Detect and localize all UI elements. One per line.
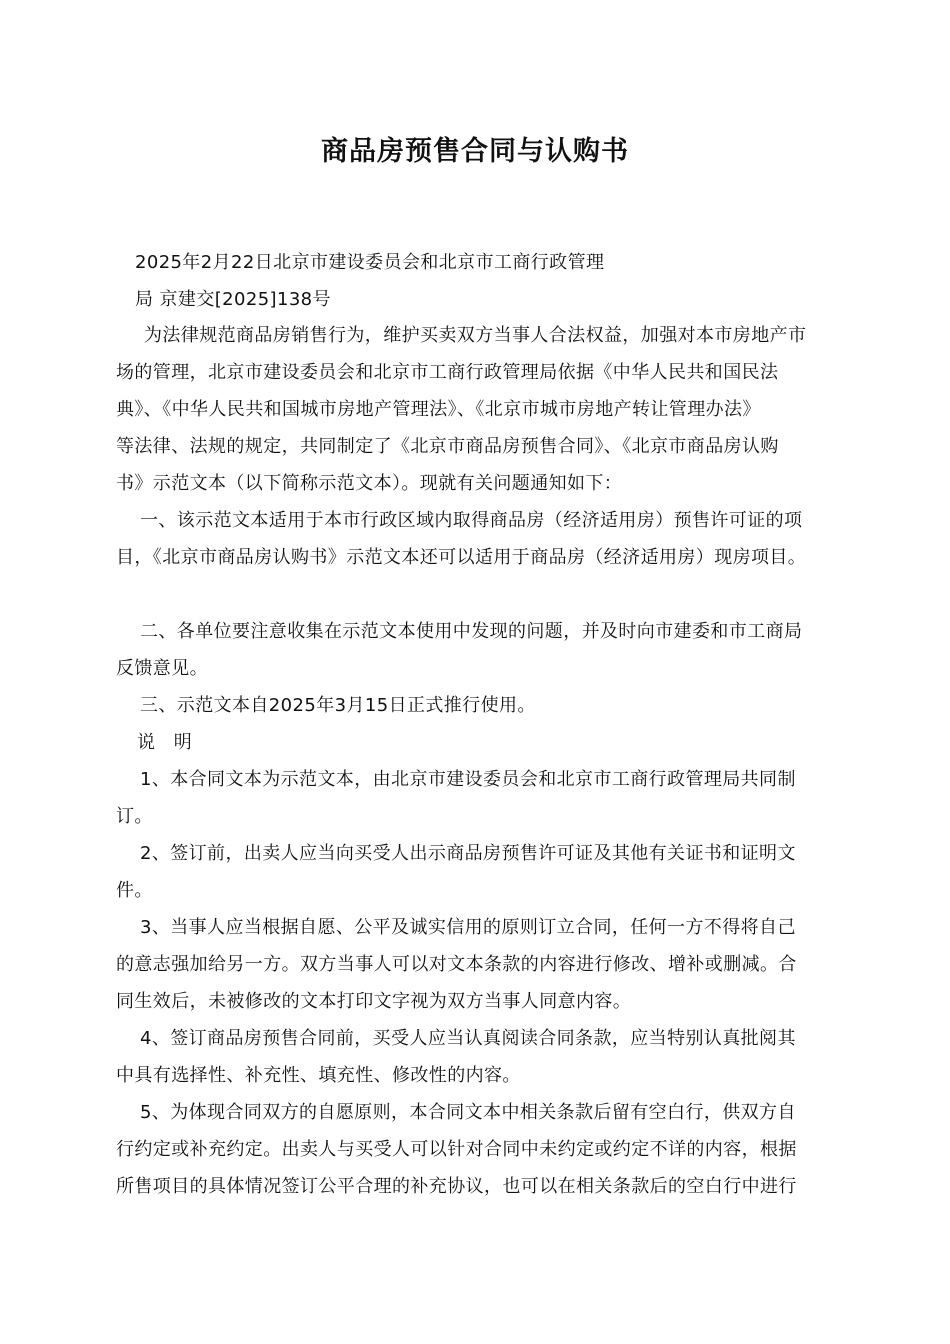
note-two-line-1: 2、签订前，出卖人应当向买受人出示商品房预售许可证及其他有关证书和证明文 — [140, 843, 796, 864]
paragraph-preamble-line-4: 等法律、法规的规定，共同制定了《北京市商品房预售合同》、《北京市商品房认购 — [116, 436, 779, 457]
note-three-line-3: 同生效后，未被修改的文本打印文字视为双方当事人同意内容。 — [116, 991, 632, 1012]
explanation-heading: 说 明 — [137, 732, 193, 753]
document-title: 商品房预售合同与认购书 — [321, 136, 629, 167]
note-five-line-1: 5、为体现合同双方的自愿原则，本合同文本中相关条款后留有空白行，供双方自 — [140, 1102, 796, 1123]
paragraph-preamble-line-1: 为法律规范商品房销售行为，维护买卖双方当事人合法权益，加强对本市房地产市 — [144, 325, 807, 346]
note-five-line-2: 行约定或补充约定。出卖人与买受人可以针对合同中未约定或约定不详的内容，根据 — [116, 1139, 797, 1160]
note-four-line-2: 中具有选择性、补充性、填充性、修改性的内容。 — [116, 1065, 521, 1086]
note-three-line-1: 3、当事人应当根据自愿、公平及诚实信用的原则订立合同，任何一方不得将自己 — [140, 917, 796, 938]
paragraph-preamble-line-5: 书》示范文本（以下简称示范文本）。现就有关问题通知如下： — [116, 473, 623, 494]
item-two-line-2: 反馈意见。 — [116, 658, 208, 679]
note-one-line-1: 1、本合同文本为示范文本，由北京市建设委员会和北京市工商行政管理局共同制 — [140, 769, 796, 790]
note-two-line-2: 件。 — [116, 880, 153, 901]
note-four-line-1: 4、签订商品房预售合同前，买受人应当认真阅读合同条款，应当特别认真批阅其 — [140, 1028, 796, 1049]
note-one-line-2: 订。 — [116, 806, 153, 827]
note-five-line-3: 所售项目的具体情况签订公平合理的补充协议，也可以在相关条款后的空白行中进行 — [116, 1176, 797, 1197]
item-one-line-1: 一、该示范文本适用于本市行政区域内取得商品房（经济适用房）预售许可证的项 — [140, 510, 803, 531]
intro-issuer-line: 局 京建交[2025]138号 — [135, 289, 331, 310]
paragraph-preamble-line-3: 典》、《中华人民共和国城市房地产管理法》、《北京市城市房地产转让管理办法》 — [116, 399, 761, 420]
paragraph-preamble-line-2: 场的管理，北京市建设委员会和北京市工商行政管理局依据《中华人民共和国民法 — [116, 362, 779, 383]
note-three-line-2: 的意志强加给另一方。双方当事人可以对文本条款的内容进行修改、增补或删减。合 — [116, 954, 797, 975]
item-one-line-2: 目，《北京市商品房认购书》示范文本还可以适用于商品房（经济适用房）现房项目。 — [116, 547, 807, 568]
item-three-line: 三、示范文本自2025年3月15日正式推行使用。 — [140, 695, 536, 716]
intro-date-line: 2025年2月22日北京市建设委员会和北京市工商行政管理 — [135, 252, 605, 273]
item-two-line-1: 二、各单位要注意收集在示范文本使用中发现的问题，并及时向市建委和市工商局 — [140, 621, 803, 642]
